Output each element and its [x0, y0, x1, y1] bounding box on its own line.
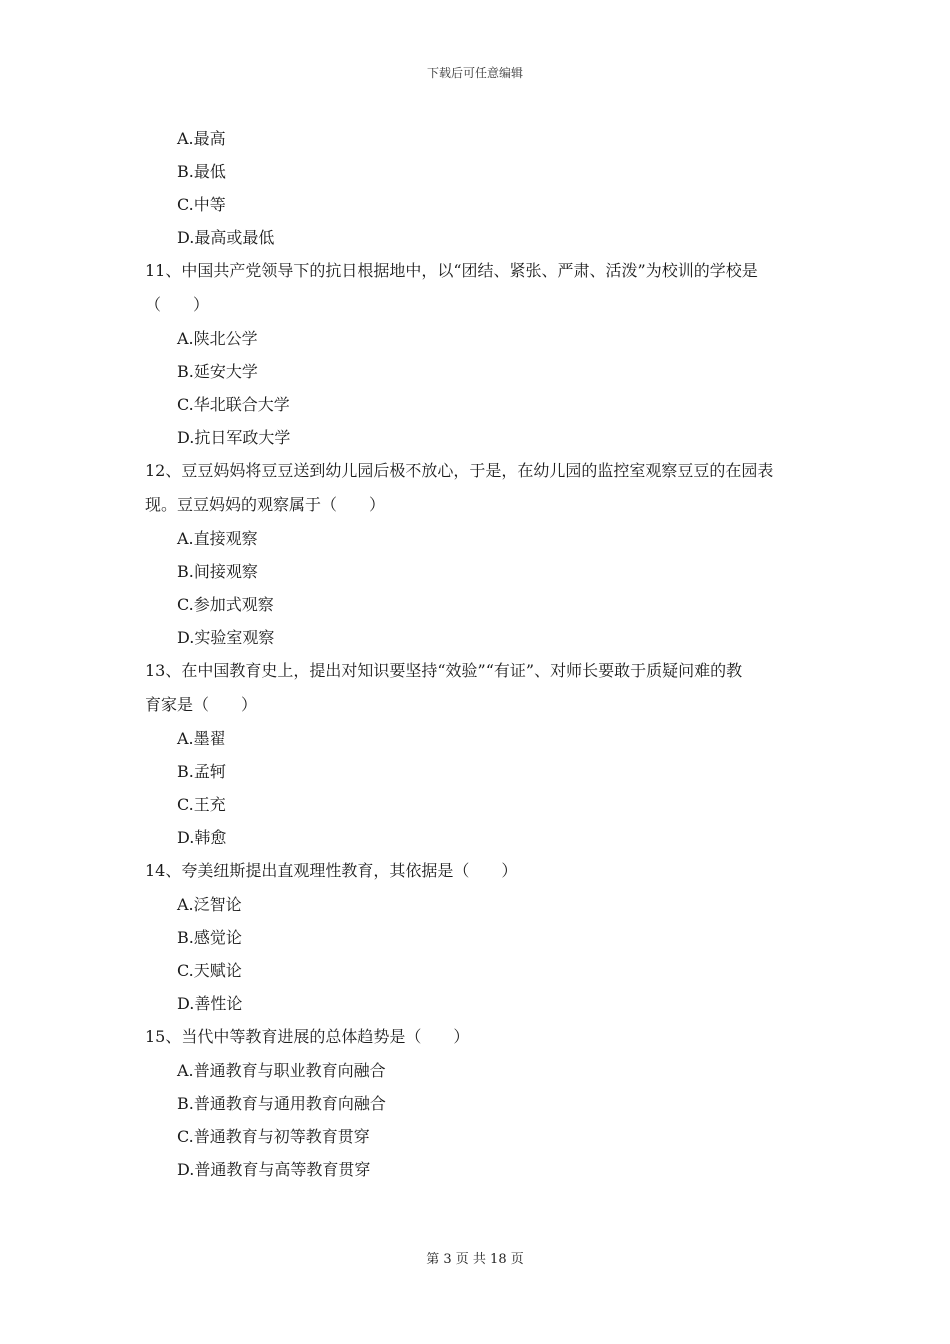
page-content — [145, 122, 815, 1186]
option-b: B.普通教育与通用教育向融合 — [177, 1094, 386, 1113]
option-d: D.善性论 — [177, 994, 243, 1013]
question-stem-line: 育家是（ ） — [145, 695, 258, 714]
option-c: C.中等 — [177, 195, 226, 214]
question-12 — [145, 454, 815, 654]
option-c: C.天赋论 — [177, 961, 242, 980]
page-header: 下载后可任意编辑 — [426, 66, 523, 80]
question-stem-line: 现。豆豆妈妈的观察属于（ ） — [145, 495, 386, 514]
option-d: D.最高或最低 — [177, 228, 275, 247]
option-d: D.普通教育与高等教育贯穿 — [177, 1160, 371, 1179]
question-13 — [145, 654, 815, 854]
option-a: A.直接观察 — [177, 529, 258, 548]
previous-question-options — [145, 122, 815, 254]
question-stem-line: 12、豆豆妈妈将豆豆送到幼儿园后极不放心，于是，在幼儿园的监控室观察豆豆的在园表 — [145, 461, 774, 480]
option-c: C.王充 — [177, 795, 226, 814]
option-c: C.参加式观察 — [177, 595, 274, 614]
option-d: D.韩愈 — [177, 828, 227, 847]
option-c: C.普通教育与初等教育贯穿 — [177, 1127, 370, 1146]
question-stem-line: 13、在中国教育史上，提出对知识要坚持“效验”“有证”、对师长要敢于质疑问难的教 — [145, 661, 743, 680]
question-11 — [145, 254, 815, 454]
option-d: D.实验室观察 — [177, 628, 275, 647]
question-stem-line: 11、中国共产党领导下的抗日根据地中，以“团结、紧张、严肃、活泼”为校训的学校是 — [145, 261, 758, 280]
question-14 — [145, 854, 815, 1020]
option-b: B.孟轲 — [177, 762, 226, 781]
option-a: A.墨翟 — [177, 729, 226, 748]
option-c: C.华北联合大学 — [177, 395, 290, 414]
option-a: A.最高 — [177, 129, 226, 148]
option-b: B.最低 — [177, 162, 226, 181]
option-b: B.延安大学 — [177, 362, 258, 381]
question-stem-line: （ ） — [145, 295, 210, 314]
option-a: A.陕北公学 — [177, 329, 258, 348]
question-stem-line: 14、夸美纽斯提出直观理性教育，其依据是（ ） — [145, 861, 518, 880]
question-15 — [145, 1020, 815, 1186]
option-a: A.泛智论 — [177, 895, 242, 914]
option-a: A.普通教育与职业教育向融合 — [177, 1061, 386, 1080]
page-footer: 第 3 页 共 18 页 — [426, 1252, 524, 1267]
option-b: B.感觉论 — [177, 928, 242, 947]
option-d: D.抗日军政大学 — [177, 428, 291, 447]
question-stem-line: 15、当代中等教育进展的总体趋势是（ ） — [145, 1027, 470, 1046]
option-b: B.间接观察 — [177, 562, 258, 581]
